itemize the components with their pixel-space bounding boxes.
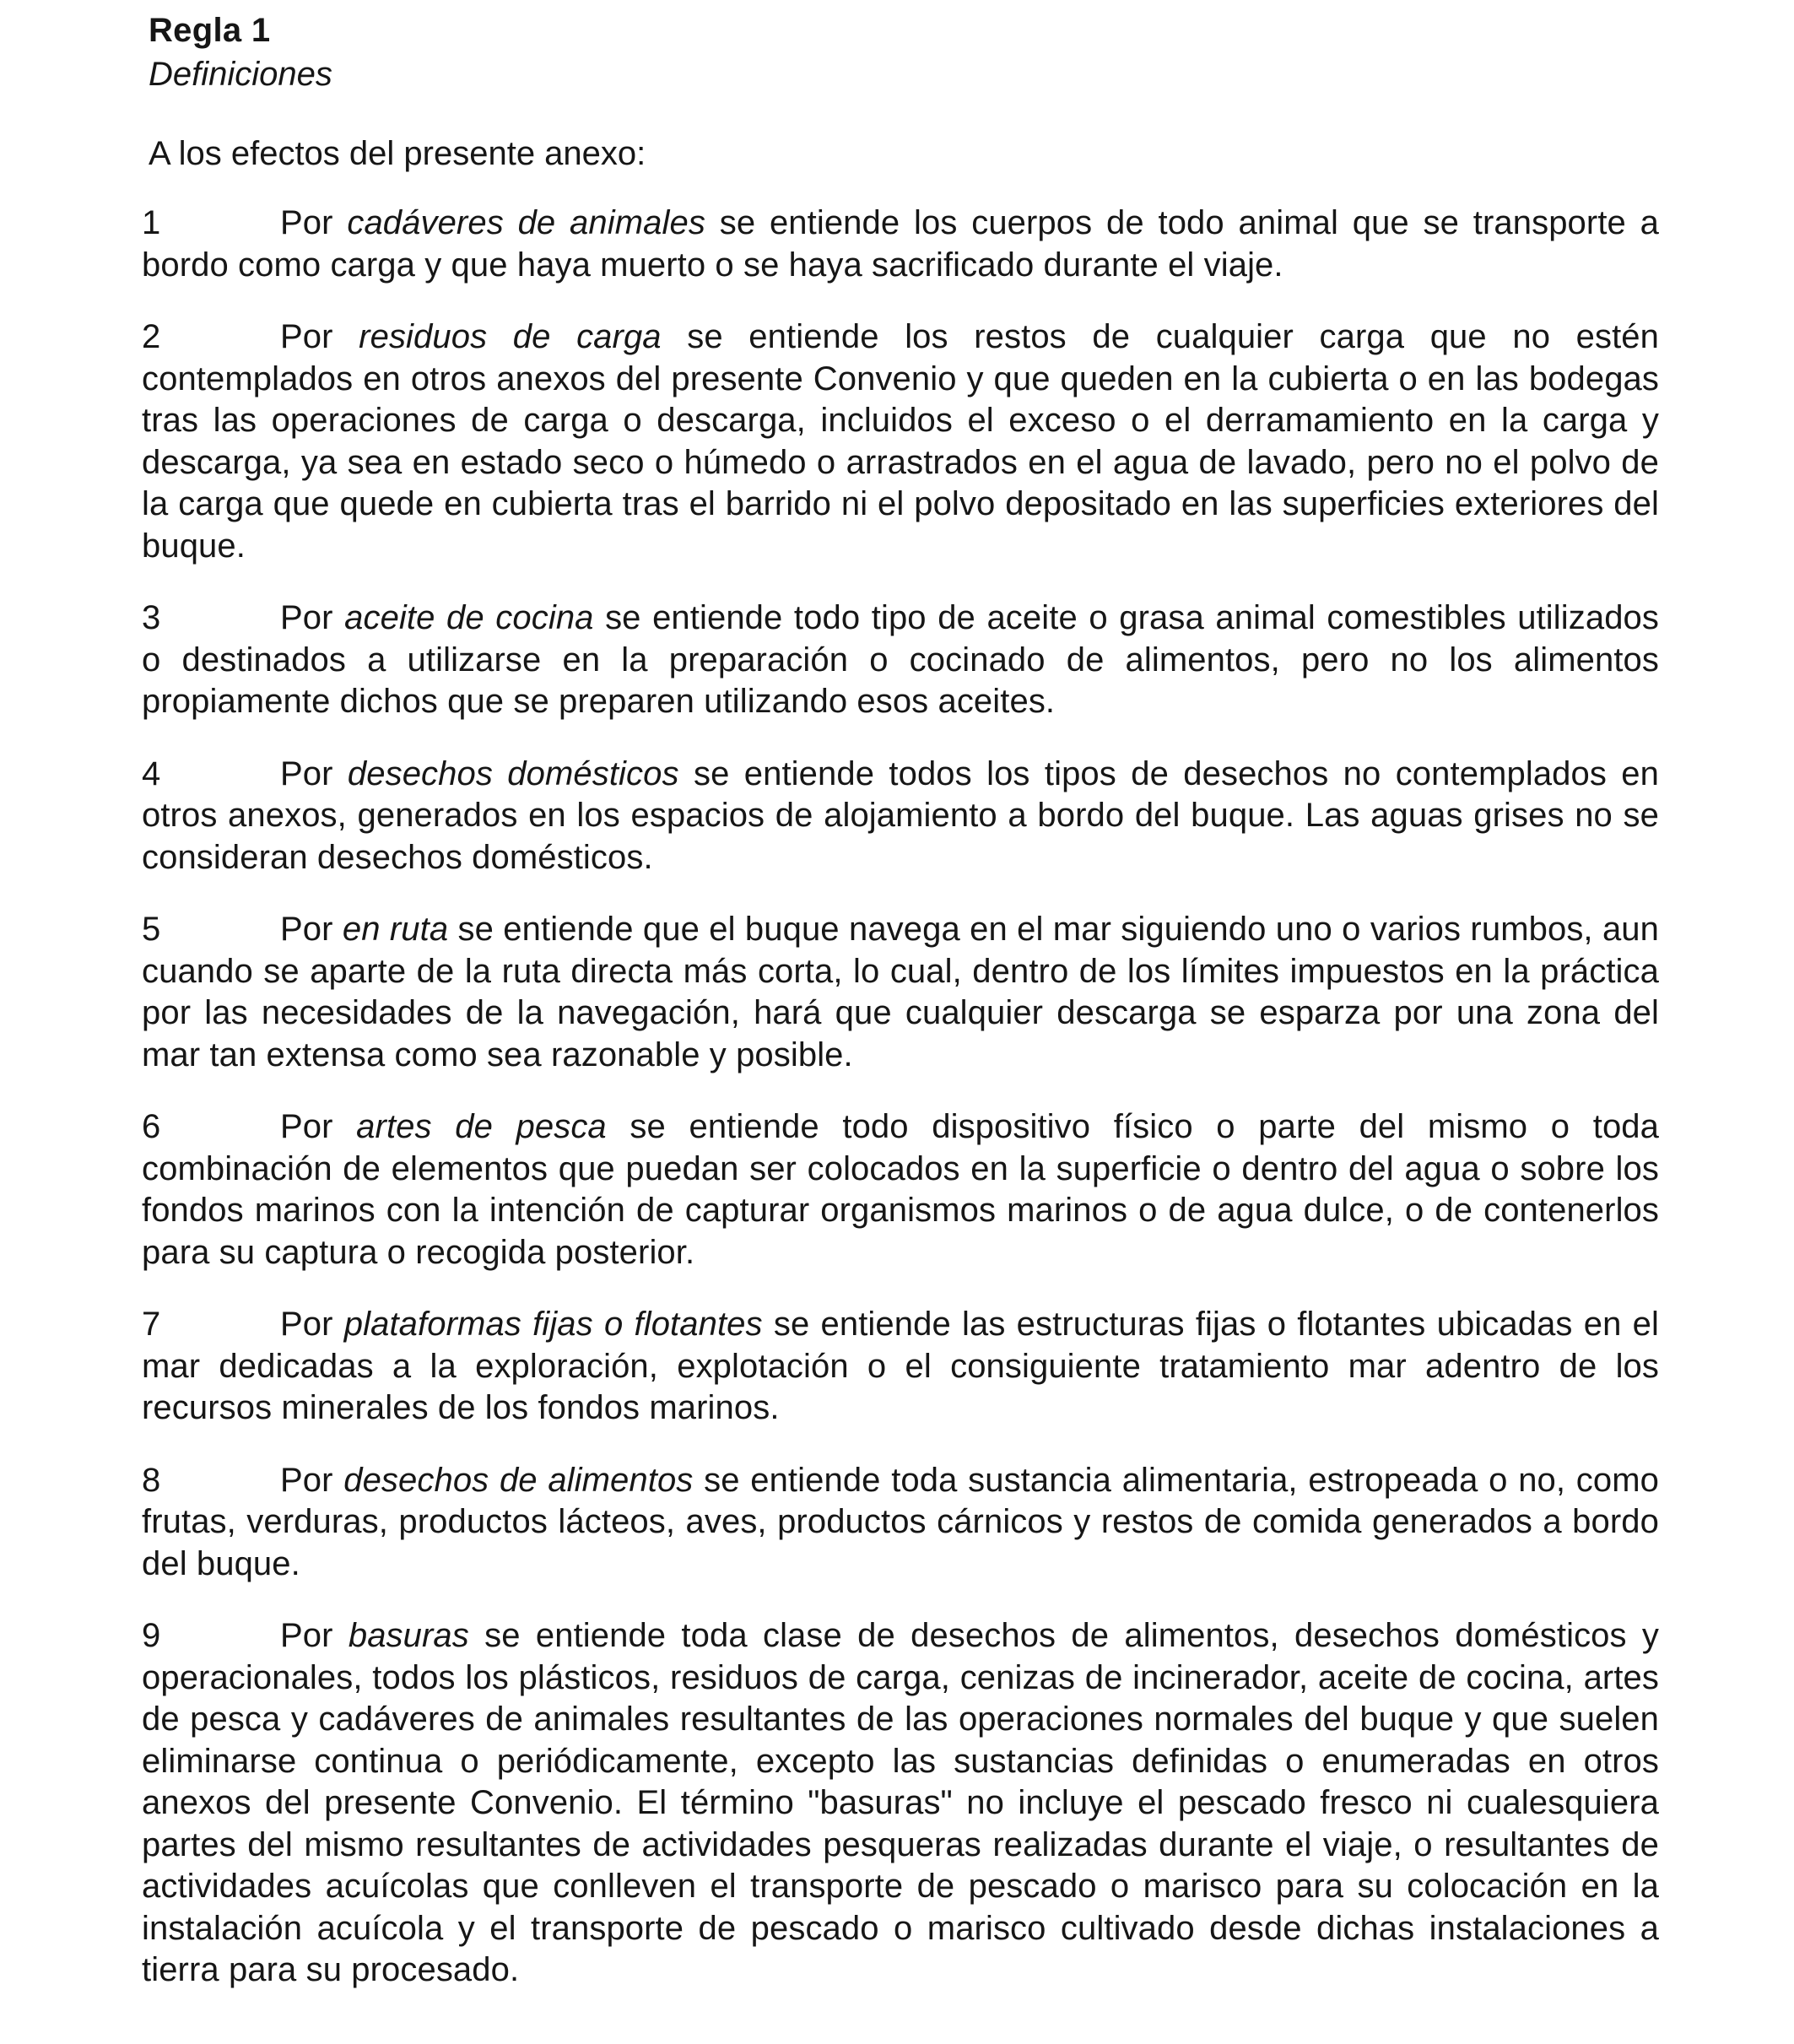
definition-item [142, 316, 1659, 567]
definition-body: se entiende las estructuras fijas o flotantes ubicadas en el mar dedicadas a la exploración, explotación o el consiguiente tratamiento mar adentro de los recursos minerales de los fondos marinos. [142, 1306, 1659, 1426]
definition-item [142, 909, 1659, 1076]
definitions-list [142, 203, 1659, 2022]
definition-prefix: Por [280, 204, 348, 241]
definition-number: 3 [142, 599, 161, 636]
definition-item [142, 1304, 1659, 1430]
definition-body: se entiende todo tipo de aceite o grasa animal comestibles utilizados o destinados a utilizarse en la preparación o cocinado de alimentos, pero no los alimentos propiamente dichos que se preparen utilizando esos aceites. [142, 599, 1659, 720]
definition-number: 8 [142, 1461, 161, 1499]
definition-number: 2 [142, 318, 161, 355]
definition-body: se entiende los cuerpos de todo animal que se transporte a bordo como carga y que haya muerto o se haya sacrificado durante el viaje. [142, 204, 1660, 284]
definition-prefix: Por [280, 318, 359, 355]
definition-prefix: Por [280, 1617, 349, 1654]
definition-term: aceite de cocina [344, 599, 594, 636]
definition-term: artes de pesca [356, 1108, 607, 1145]
definition-item [142, 203, 1659, 286]
definition-item [142, 754, 1659, 879]
definition-body: se entiende los restos de cualquier carga que no estén contemplados en otros anexos del presente Convenio y que queden en la cubierta o en las bodegas tras las operaciones de carga o descarga, incluidos el exceso o el derramamiento en la carga y descarga, ya sea en estado seco o húmedo o arrastrados en el agua de lavado, pero no el polvo de la carga que quede en cubierta tras el barrido ni el polvo depositado en las superficies exteriores del buque. [142, 318, 1660, 565]
definition-term: residuos de carga [359, 318, 662, 355]
definition-term: basuras [348, 1617, 469, 1654]
intro-text: A los efectos del presente anexo: [149, 135, 646, 172]
definition-term: plataformas fijas o flotantes [343, 1306, 763, 1343]
definition-prefix: Por [280, 1108, 357, 1145]
definition-prefix: Por [280, 1306, 344, 1343]
definition-number: 6 [142, 1108, 161, 1145]
definition-number: 1 [142, 204, 161, 241]
definition-body: se entiende todo dispositivo físico o parte del mismo o toda combinación de elementos que puedan ser colocados en la superficie o dentro del agua o sobre los fondos marinos con la intención de capturar organismos marinos o de agua dulce, o de contenerlos para su captura o recogida posterior. [142, 1108, 1659, 1271]
definition-term: desechos de alimentos [343, 1461, 694, 1499]
definition-item [142, 1106, 1659, 1273]
rule-subtitle: Definiciones [149, 56, 332, 93]
definition-term: cadáveres de animales [347, 204, 705, 241]
definition-term: desechos domésticos [347, 754, 679, 792]
definition-number: 7 [142, 1306, 161, 1343]
definition-number: 9 [142, 1617, 161, 1654]
definition-prefix: Por [280, 599, 345, 636]
document-header [149, 8, 1583, 96]
definition-prefix: Por [280, 754, 348, 792]
definition-body: se entiende toda clase de desechos de alimentos, desechos domésticos y operacionales, todos los plásticos, residuos de carga, cenizas de incinerador, aceite de cocina, artes de pesca y cadáveres de animales resultantes de las operaciones normales del buque y que suelen eliminarse continua o periódicamente, excepto las sustancias definidas o enumeradas en otros anexos del presente Convenio. El término "basuras" no incluye el pescado fresco ni cualesquiera partes del mismo resultantes de actividades pesqueras realizadas durante el viaje, o resultantes de actividades acuícolas que conlleven el transporte de pescado o marisco para su colocación en la instalación acuícola y el transporte de pescado o marisco cultivado desde dichas instalaciones a tierra para su procesado. [142, 1617, 1660, 1988]
definition-prefix: Por [280, 1461, 344, 1499]
definition-term: en ruta [342, 911, 449, 948]
definition-body: se entiende toda sustancia alimentaria, estropeada o no, como frutas, verduras, productos lácteos, aves, productos cárnicos y restos de comida generados a bordo del buque. [142, 1461, 1659, 1582]
definition-body: se entiende todos los tipos de desechos no contemplados en otros anexos, generados en los espacios de alojamiento a bordo del buque. Las aguas grises no se consideran desechos domésticos. [142, 754, 1659, 876]
definition-item [142, 598, 1659, 723]
definition-item [142, 1615, 1659, 1992]
definition-item [142, 1460, 1659, 1586]
definition-number: 5 [142, 911, 161, 948]
rule-title: Regla 1 [149, 12, 271, 49]
definition-number: 4 [142, 754, 161, 792]
definition-body: se entiende que el buque navega en el mar siguiendo uno o varios rumbos, aun cuando se aparte de la ruta directa más corta, lo cual, dentro de los límites impuestos en la práctica por las necesidades de la navegación, hará que cualquier descarga se esparza por una zona del mar tan extensa como sea razonable y posible. [142, 911, 1659, 1073]
definition-prefix: Por [280, 911, 343, 948]
